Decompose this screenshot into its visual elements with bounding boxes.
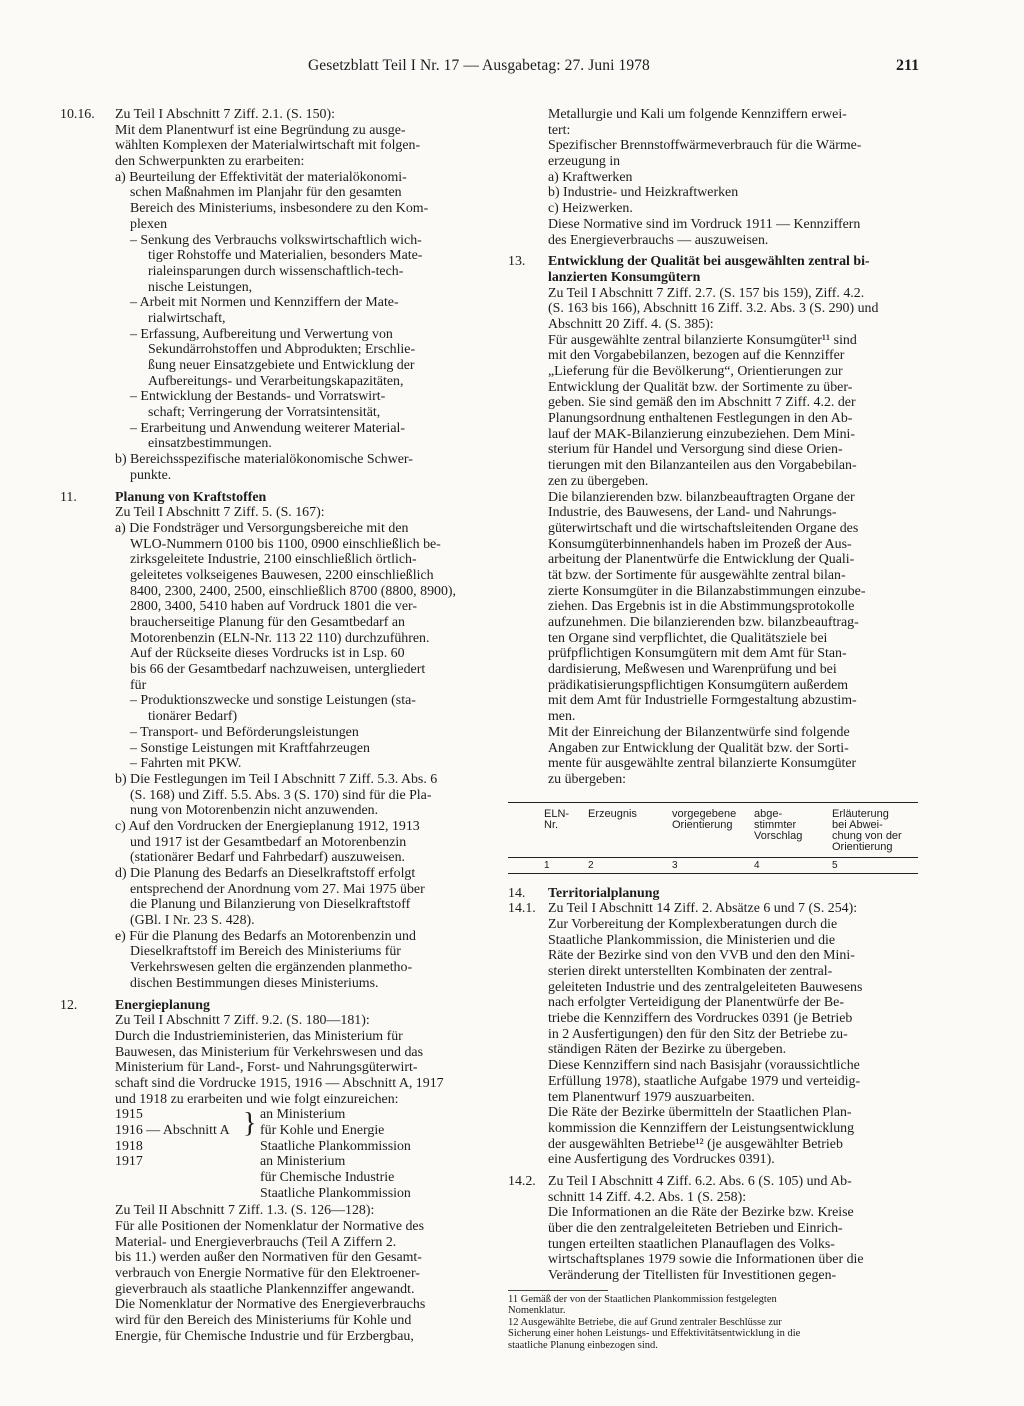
section-14-1-body: [508, 901, 918, 1168]
item-e: [60, 929, 484, 992]
table-cell: 3: [670, 857, 752, 873]
text-line: men.: [548, 709, 576, 725]
text-line: in 2 Ausfertigungen) den für den Sitz der Betriebe zu-: [548, 1026, 848, 1042]
text-line: tungen erteilten staatlichen Planauflagen des Volks-: [548, 1236, 835, 1252]
form-routing-list: [60, 1107, 484, 1203]
text-line: einsatzbestimmungen.: [148, 436, 272, 452]
text-line: Mit der Einreichung der Bilanzentwürfe sind folgende: [548, 724, 850, 740]
section-ref: Zu Teil II Abschnitt 7 Ziff. 1.3. (S. 126—128):: [115, 1203, 375, 1219]
text-line: 2800, 3400, 5410 haben auf Vordruck 1801 die ver-: [130, 599, 417, 615]
text-line: b) Industrie- und Heizkraftwerken: [548, 185, 739, 201]
text-line: Die bilanzierenden bzw. bilanzbeauftragten Organe der: [548, 489, 855, 505]
table-header: ELN- Nr.: [508, 802, 586, 857]
table-cell: 2: [586, 857, 670, 873]
item-a: [60, 170, 484, 233]
text-line: Ministerium für Land-, Forst- und Nahrungsgüterwirt-: [115, 1060, 418, 1076]
dash-list: [60, 233, 484, 453]
list-item: – Erfassung, Aufbereitung und Verwertung von: [130, 326, 393, 342]
text-line: bis 11.) werden außer den Normativen für den Gesamt-: [115, 1250, 422, 1266]
text-line: Industrie, des Bauwesens, der Land- und Nahrungs-: [548, 505, 837, 521]
text-line: verbrauch von Energie Normative für den Elektroener-: [115, 1266, 420, 1282]
text-line: Entwicklung der Qualität bzw. der Sortimente zu über-: [548, 379, 853, 395]
form-recipients: [260, 1107, 411, 1201]
text-line: (stationärer Bedarf und Fahrbedarf) auszuweisen.: [130, 850, 405, 866]
section-heading: Territorialplanung: [548, 885, 660, 901]
text-line: Material- und Energieverbrauchs (Teil A Ziffern 2.: [115, 1234, 397, 1250]
text-line: Spezifischer Brennstoffwärmeverbrauch für die Wärme-: [548, 138, 862, 154]
text-line: der ausgewählten Betriebe¹² (je ausgewählter Betrieb: [548, 1136, 843, 1152]
text-line: mit dem Amt für Industrielle Formgestaltung abzustim-: [548, 693, 857, 709]
text-line: sterien direkt unterstellten Kombinaten der zentral-: [548, 964, 833, 979]
table-header: abge- stimmter Vorschlag: [752, 802, 830, 857]
text-line: ten Organe sind verpflichtet, die Qualitätsziele bei: [548, 630, 828, 646]
recipient: für Chemische Industrie: [260, 1170, 395, 1186]
section-13: [508, 254, 918, 873]
item-d: [60, 866, 484, 929]
text-line: Verkehrswesen gelten die ergänzenden planmetho-: [130, 960, 413, 976]
section-14-2-body: [508, 1174, 918, 1284]
header-title: Gesetzblatt Teil I Nr. 17 — Ausgabetag: 27. Juni 1978: [308, 57, 650, 74]
recipient: Staatliche Plankommission: [260, 1138, 411, 1154]
text-line: Bereich des Ministeriums, insbesondere zu den Kom-: [130, 201, 429, 217]
list-item: – Arbeit mit Normen und Kennziffern der Mate-: [130, 295, 399, 311]
section-ref: Zu Teil I Abschnitt 7 Ziff. 5. (S. 167):: [115, 505, 325, 521]
text-line: e) Für die Planung des Bedarfs an Motorenbenzin und: [115, 928, 416, 944]
text-line: Räte der Bezirke sind von den VVB und den den Mini-: [548, 948, 855, 964]
text-line: arbeitung der Planentwürfe die Entwicklung der Quali-: [548, 552, 855, 568]
text-line: bis 66 der Gesamtbedarf nachzuweisen, untergliedert: [130, 662, 426, 678]
text-line: b) Die Festlegungen im Teil I Abschnitt 7 Ziff. 5.3. Abs. 6: [115, 771, 438, 787]
section-heading: Energieplanung: [115, 997, 210, 1013]
form-number: 1918: [115, 1138, 143, 1154]
page-header: [0, 57, 1024, 81]
recipient: an Ministerium: [260, 1107, 346, 1123]
text-line: schen Maßnahmen im Planjahr für den gesamten: [130, 185, 402, 201]
text-line: güterwirtschaft und die wirtschaftsleitenden Organe des: [548, 520, 859, 536]
text-line: schaft sind die Vordrucke 1915, 1916 — Abschnitt A, 1917: [115, 1075, 444, 1091]
section-10-16-intro: [60, 123, 484, 170]
text-line: Für alle Positionen der Nomenklatur der Normative des: [115, 1219, 424, 1234]
text-line: Diese Kennziffern sind nach Basisjahr (voraussichtliche: [548, 1058, 860, 1074]
section-number: 10.16.: [60, 107, 95, 122]
list-item: – Produktionszwecke und sonstige Leistungen (sta-: [130, 693, 416, 709]
text-line: mente für ausgewählte zentral bilanzierte Konsumgüter: [548, 756, 857, 772]
text-line: mit den Vorgabebilanzen, bezogen auf die Kennziffer: [548, 348, 845, 364]
section-10-16: [60, 107, 484, 484]
text-line: aufzunehmen. Die bilanzierenden bzw. bilanzbeauftrag-: [548, 615, 859, 630]
text-line: zu übergeben:: [548, 771, 627, 787]
dash-list: [60, 693, 484, 771]
text-line: des Energieverbrauchs — auszuweisen.: [548, 232, 769, 248]
table-header: Erzeugnis: [586, 802, 670, 857]
footnote-divider: [508, 1290, 608, 1291]
text-line: wirtschaftsplanes 1979 sowie die Informationen über die: [548, 1252, 864, 1268]
text-line: die Planung und Bilanzierung von Dieselkraftstoff: [130, 897, 411, 913]
text-line: geleitetes volkseigenes Bauwesen, 2200 einschließlich: [130, 567, 434, 583]
text-line: d) Die Planung des Bedarfs an Dieselkraftstoff erfolgt: [115, 866, 416, 881]
text-line: gieverbrauch als staatliche Plankennziffer angewandt.: [115, 1281, 415, 1297]
text-line: Motorenbenzin (ELN-Nr. 113 22 110) durchzuführen.: [130, 630, 430, 646]
text-line: Sekundärrohstoffen und Abprodukten; Erschlie-: [148, 342, 416, 358]
text-line: geleiteten Industrie und des zentralgeleiteten Bauwesens: [548, 979, 863, 995]
section-number: 14.: [508, 885, 526, 901]
text-line: und 1917 ist der Gesamtbedarf an Motorenbenzin: [130, 834, 407, 850]
text-line: 8400, 2300, 2400, 2500, einschließlich 8700 (8800, 8900),: [130, 583, 457, 599]
text-line: braucherseitige Planung für den Gesamtbedarf an: [130, 615, 406, 630]
text-line: c) Heizwerken.: [548, 201, 633, 217]
text-line: nische Leistungen,: [148, 279, 253, 295]
text-line: punkte.: [130, 467, 172, 483]
text-line: dischen Bestimmungen dieses Ministeriums.: [130, 975, 379, 991]
text-line: Auf der Rückseite dieses Vordrucks ist in Lsp. 60: [130, 646, 405, 662]
footnote: 11 Gemäß der von der Staatlichen Plankommission festgelegten: [508, 1293, 777, 1305]
text-line: prüfpflichtigen Konsumgütern mit dem Amt für Stan-: [548, 646, 847, 662]
list-item: – Fahrten mit PKW.: [130, 756, 242, 772]
text-line: geben. Sie sind gemäß den im Abschnitt 7 Ziff. 4.2. der: [548, 395, 856, 411]
text-line: nung von Motorenbenzin nicht anzuwenden.: [130, 803, 379, 819]
footnotes: [508, 1294, 918, 1352]
text-line: tert:: [548, 122, 571, 138]
text-line: tät bzw. der Sortimente für ausgewählte zentral bilan-: [548, 567, 846, 583]
text-line: schaft; Verringerung der Vorratsintensität,: [148, 405, 381, 421]
section-ref: schnitt 14 Ziff. 4.2. Abs. 1 (S. 258):: [548, 1189, 747, 1205]
text-line: den Schwerpunkten zu erarbeiten:: [115, 154, 305, 170]
table-header: Erläuterung bei Abwei- chung von der Orientierung: [830, 802, 918, 857]
text-line: WLO-Nummern 0100 bis 1100, 0900 einschließlich be-: [130, 536, 441, 552]
text-line: Mit dem Planentwurf ist eine Begründung zu ausge-: [115, 122, 406, 138]
form-number: 1916 — Abschnitt A: [115, 1123, 230, 1138]
section-12-continued: [508, 107, 918, 248]
text-line: Metallurgie und Kali um folgende Kennziffern erwei-: [548, 107, 847, 122]
form-number: 1917: [115, 1154, 143, 1170]
text-line: zierte Konsumgüter in die Bilanzabstimmungen einzube-: [548, 583, 866, 599]
text-line: a) Die Fondsträger und Versorgungsbereiche mit den: [115, 520, 409, 536]
section-12: [60, 998, 484, 1345]
list-item: – Sonstige Leistungen mit Kraftfahrzeugen: [130, 740, 370, 756]
text-line: Diese Normative sind im Vordruck 1911 — Kennziffern: [548, 216, 861, 232]
text-line: Veränderung der Titellisten für Investitionen gegen-: [548, 1268, 837, 1284]
text-line: b) Bereichsspezifische materialökonomische Schwer-: [115, 452, 413, 468]
list-item: – Transport- und Beförderungsleistungen: [130, 724, 359, 740]
table-header-row: [508, 802, 918, 857]
text-line: wird für den Bereich des Ministeriums für Kohle und: [115, 1313, 412, 1329]
footnote: Sicherung einer hohen Leistungs- und Effektivitätsentwicklung in die: [508, 1328, 801, 1340]
text-line: ständigen Räten der Bezirke zu übergeben.: [548, 1042, 787, 1058]
section-11: [60, 490, 484, 992]
section-14-2: [508, 1174, 918, 1284]
text-line: (GBl. I Nr. 23 S. 428).: [130, 913, 255, 929]
item-b: [60, 772, 484, 819]
text-line: plexen: [130, 216, 168, 232]
text-line: prädikatisierungspflichtigen Konsumgütern außerdem: [548, 677, 849, 693]
text-line: Energie, für Chemische Industrie und für Erzbergbau,: [115, 1328, 414, 1344]
recipient: an Ministerium: [260, 1154, 346, 1170]
section-ref: Zu Teil I Abschnitt 14 Ziff. 2. Absätze 6 und 7 (S. 254):: [548, 901, 858, 917]
form-numbers: [115, 1107, 240, 1170]
list-item: – Entwicklung der Bestands- und Vorratswirt-: [130, 389, 386, 405]
text-line: ßung neuer Einsatzgebiete und Entwicklung der: [148, 358, 415, 373]
section-number: 14.1.: [508, 901, 536, 917]
text-line: nach erfolgter Verteidigung der Planentwürfe der Be-: [548, 995, 844, 1011]
text-line: Konsumgüterbinnenhandels haben im Prozeß der Aus-: [548, 536, 852, 552]
footnote: Nomenklatur.: [508, 1305, 566, 1317]
text-line: Aufbereitungs- und Verarbeitungskapazitäten,: [148, 373, 404, 389]
section-heading: Entwicklung der Qualität bei ausgewählten zentral bi-: [548, 254, 870, 270]
text-line: Die Nomenklatur der Normative des Energieverbrauchs: [115, 1297, 426, 1313]
table-row: [508, 857, 918, 873]
section-13-body: [508, 254, 918, 787]
text-line: sterium für Handel und Versorgung sind diese Orien-: [548, 442, 843, 458]
text-line: kommission die Kennziffern der Leistungsentwicklung: [548, 1120, 855, 1136]
section-heading: Planung von Kraftstoffen: [115, 489, 267, 505]
left-column: [60, 107, 484, 1345]
text-line: tem Planentwurf 1979 auszuarbeiten.: [548, 1089, 755, 1105]
right-column: [508, 107, 918, 1351]
page-number: 211: [896, 57, 920, 74]
text-line: Staatliche Plankommission, die Ministerien und die: [548, 932, 836, 948]
text-line: zirksgeleitete Industrie, 2100 einschließlich örtlich-: [130, 552, 417, 568]
text-line: a) Beurteilung der Effektivität der materialökonomi-: [115, 169, 407, 185]
text-line: eine Ausfertigung des Vordruckes 0391).: [548, 1152, 775, 1168]
text-line: Die Informationen an die Räte der Bezirke bzw. Kreise: [548, 1205, 854, 1221]
brace-icon: }: [243, 1108, 257, 1140]
item-b: [60, 452, 484, 483]
table-cell: 1: [508, 857, 586, 873]
section-number: 13.: [508, 254, 526, 270]
recipient: für Kohle und Energie: [260, 1123, 385, 1138]
section-ref: Zu Teil I Abschnitt 7 Ziff. 9.2. (S. 180—181):: [115, 1013, 370, 1029]
text-line: Bauwesen, das Ministerium für Verkehrswesen und das: [115, 1044, 423, 1060]
item-a: [60, 521, 484, 694]
section-heading: lanzierten Konsumgütern: [548, 269, 701, 285]
section-number: 14.2.: [508, 1173, 536, 1189]
text-line: wählten Komplexen der Materialwirtschaft mit folgen-: [115, 138, 421, 154]
text-line: triebe die Kennziffern des Vordruckes 0391 (je Betrieb: [548, 1011, 853, 1027]
text-line: entsprechend der Anordnung vom 27. Mai 1975 über: [130, 881, 425, 897]
list-item: – Erarbeitung und Anwendung weiterer Material-: [130, 420, 406, 436]
section-number: 12.: [60, 997, 78, 1013]
text-line: (S. 168) und Ziff. 5.5. Abs. 3 (S. 170) sind für die Pla-: [130, 787, 432, 803]
text-line: tierungen mit den Bilanzanteilen aus den Vorgabebilan-: [548, 458, 857, 474]
quality-table: [508, 802, 918, 874]
text-line: Die Räte der Bezirke übermitteln der Staatlichen Plan-: [548, 1105, 852, 1121]
text-line: rialwirtschaft,: [148, 310, 226, 326]
form-number: 1915: [115, 1107, 143, 1123]
text-line: Dieselkraftstoff im Bereich des Ministeriums für: [130, 944, 401, 960]
item-c: [60, 819, 484, 866]
section-ref: Zu Teil I Abschnitt 7 Ziff. 2.7. (S. 157 bis 159), Ziff. 4.2.: [548, 285, 865, 301]
list-item: – Senkung des Verbrauchs volkswirtschaftlich wich-: [130, 232, 422, 248]
section-ref: (S. 163 bis 166), Abschnitt 16 Ziff. 3.2. Abs. 3 (S. 290) und: [548, 301, 879, 317]
text-line: zen zu übergeben.: [548, 473, 649, 489]
text-line: dardisierung, Meßwesen und Warenprüfung und bei: [548, 662, 837, 678]
text-line: tionärer Bedarf): [148, 709, 238, 725]
table-cell: 4: [752, 857, 830, 873]
text-line: und 1918 zu erarbeiten und wie folgt einzureichen:: [115, 1091, 399, 1107]
text-line: „Lieferung für die Bevölkerung“, Orientierungen zur: [548, 364, 843, 379]
text-line: c) Auf den Vordrucken der Energieplanung 1912, 1913: [115, 818, 420, 834]
section-number: 11.: [60, 489, 77, 505]
section-ref: Zu Teil I Abschnitt 4 Ziff. 6.2. Abs. 6 (S. 105) und Ab-: [548, 1173, 852, 1189]
section-ref: Abschnitt 20 Ziff. 4. (S. 385):: [548, 316, 714, 332]
footnote: staatliche Planung einbezogen sind.: [508, 1339, 658, 1351]
section-ref: Zu Teil I Abschnitt 7 Ziff. 2.1. (S. 150):: [115, 107, 335, 122]
text-line: rialeinsparungen durch wissenschaftlich-tech-: [148, 263, 404, 279]
text-line: über die den zentralgeleiteten Betrieben und Einrich-: [548, 1221, 843, 1236]
footnote: 12 Ausgewählte Betriebe, die auf Grund zentraler Beschlüsse zur: [508, 1316, 782, 1328]
text-line: Planungsordnung enthaltenen Festlegungen in den Ab-: [548, 411, 853, 427]
text-line: erzeugung in: [548, 154, 621, 170]
text-line: Zur Vorbereitung der Komplexberatungen durch die: [548, 916, 838, 932]
text-line: für: [130, 677, 147, 693]
text-line: Erfüllung 1978), staatliche Aufgabe 1979 und verteidig-: [548, 1073, 861, 1089]
table-cell: 5: [830, 857, 918, 873]
recipient: Staatliche Plankommission: [260, 1185, 411, 1201]
section-14: [508, 886, 918, 1284]
text-line: Durch die Industrieministerien, das Ministerium für: [115, 1028, 403, 1044]
text-line: Für ausgewählte zentral bilanzierte Konsumgüter¹¹ sind: [548, 332, 857, 348]
text-line: ziehen. Das Ergebnis ist in die Abstimmungsprotokolle: [548, 599, 855, 615]
table-header: vorgegebene Orientierung: [670, 802, 752, 857]
text-line: a) Kraftwerken: [548, 169, 633, 185]
text-line: Angaben zur Entwicklung der Qualität bzw. der Sorti-: [548, 740, 849, 756]
text-line: tiger Rohstoffe und Materialien, besonders Mate-: [148, 248, 423, 264]
section-14-1: [508, 901, 918, 1168]
text-line: lauf der MAK-Bilanzierung einzubeziehen. Dem Mini-: [548, 426, 856, 442]
